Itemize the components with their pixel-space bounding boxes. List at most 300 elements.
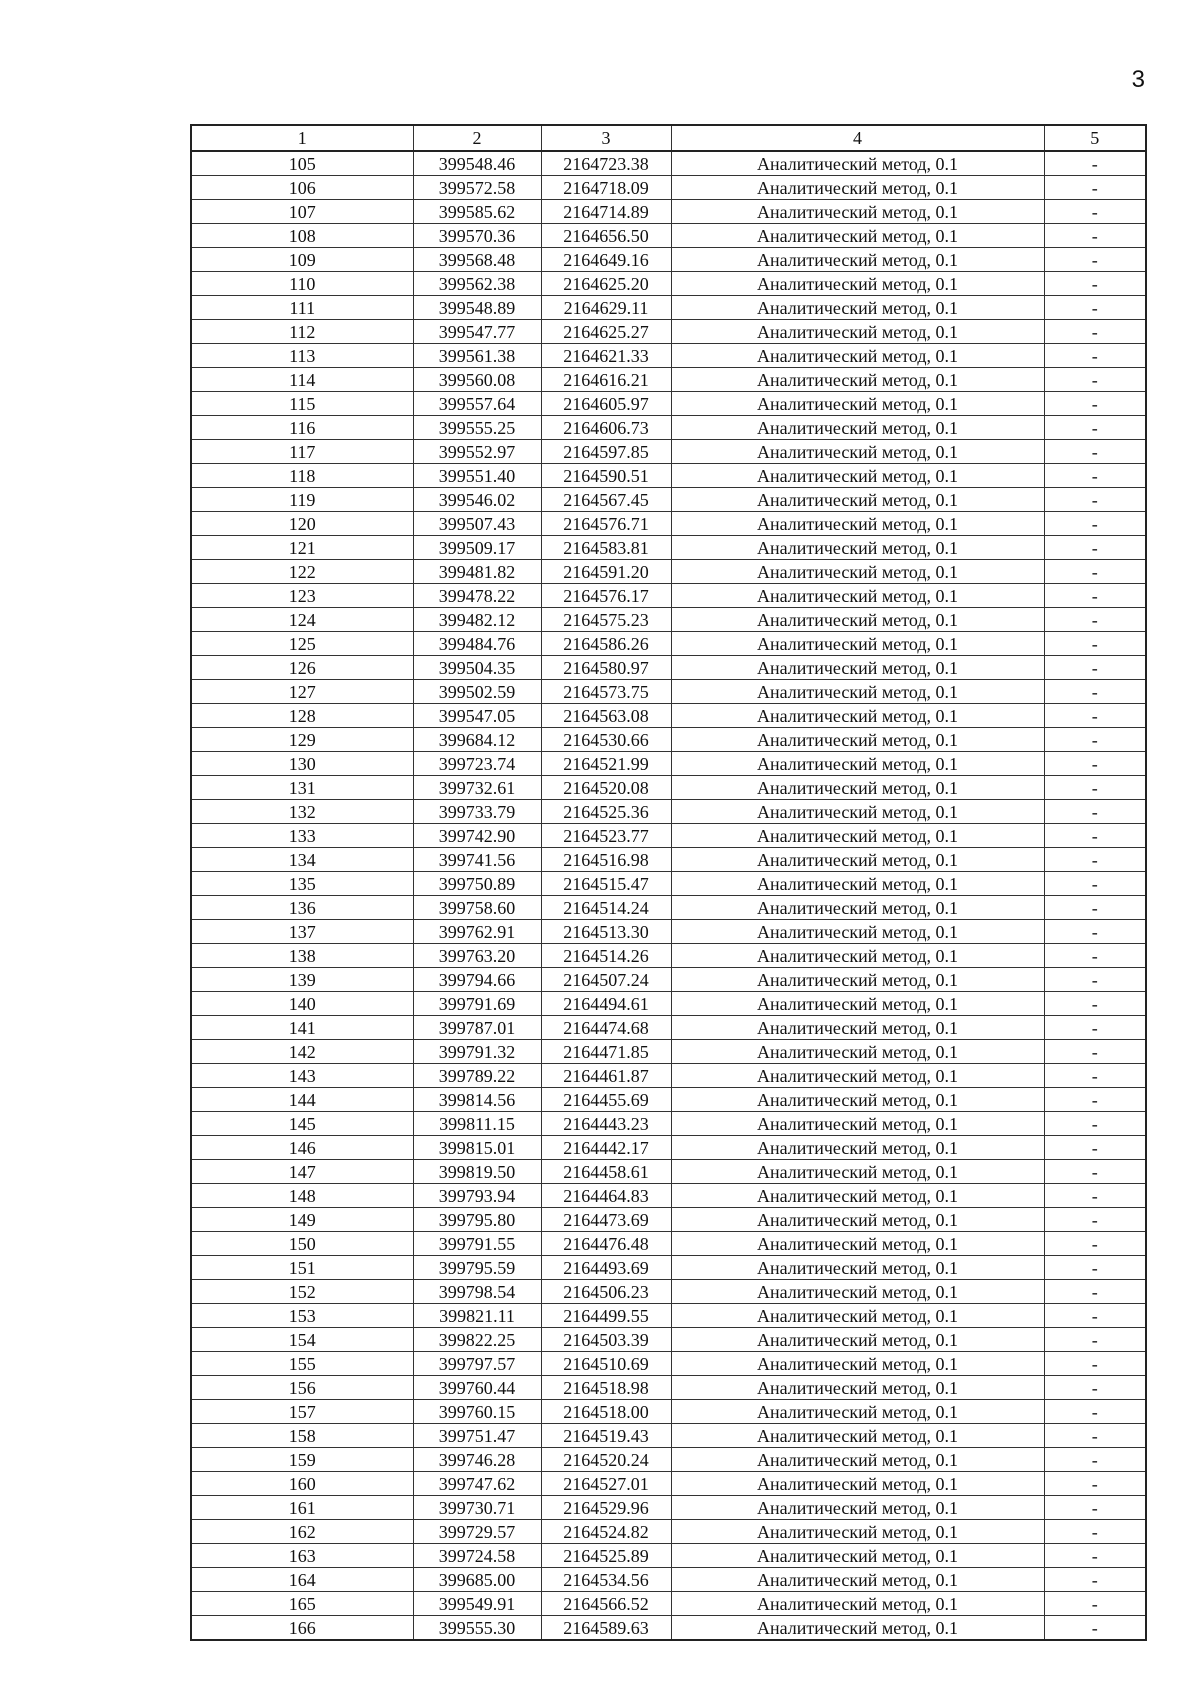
y-coordinate-cell: 2164506.23 <box>541 1280 671 1304</box>
point-number-cell: 161 <box>191 1496 413 1520</box>
table-row <box>191 1616 1146 1641</box>
table-row <box>191 320 1146 344</box>
method-cell: Аналитический метод, 0.1 <box>671 464 1044 488</box>
point-number-cell: 121 <box>191 536 413 560</box>
y-coordinate-cell: 2164507.24 <box>541 968 671 992</box>
table-row <box>191 1592 1146 1616</box>
method-cell: Аналитический метод, 0.1 <box>671 800 1044 824</box>
y-coordinate-cell: 2164605.97 <box>541 392 671 416</box>
x-coordinate-cell: 399570.36 <box>413 224 541 248</box>
point-number-cell: 138 <box>191 944 413 968</box>
x-coordinate-cell: 399733.79 <box>413 800 541 824</box>
x-coordinate-cell: 399758.60 <box>413 896 541 920</box>
y-coordinate-cell: 2164523.77 <box>541 824 671 848</box>
y-coordinate-cell: 2164515.47 <box>541 872 671 896</box>
note-cell: - <box>1044 800 1146 824</box>
x-coordinate-cell: 399509.17 <box>413 536 541 560</box>
method-cell: Аналитический метод, 0.1 <box>671 680 1044 704</box>
point-number-cell: 133 <box>191 824 413 848</box>
table-row <box>191 824 1146 848</box>
y-coordinate-cell: 2164597.85 <box>541 440 671 464</box>
method-cell: Аналитический метод, 0.1 <box>671 1520 1044 1544</box>
note-cell: - <box>1044 608 1146 632</box>
x-coordinate-cell: 399729.57 <box>413 1520 541 1544</box>
x-coordinate-cell: 399811.15 <box>413 1112 541 1136</box>
point-number-cell: 165 <box>191 1592 413 1616</box>
coordinates-table <box>190 124 1147 1641</box>
point-number-cell: 156 <box>191 1376 413 1400</box>
y-coordinate-cell: 2164576.17 <box>541 584 671 608</box>
y-coordinate-cell: 2164471.85 <box>541 1040 671 1064</box>
x-coordinate-cell: 399561.38 <box>413 344 541 368</box>
note-cell: - <box>1044 488 1146 512</box>
y-coordinate-cell: 2164616.21 <box>541 368 671 392</box>
table-row <box>191 1184 1146 1208</box>
method-cell: Аналитический метод, 0.1 <box>671 1472 1044 1496</box>
note-cell: - <box>1044 872 1146 896</box>
y-coordinate-cell: 2164519.43 <box>541 1424 671 1448</box>
y-coordinate-cell: 2164534.56 <box>541 1568 671 1592</box>
x-coordinate-cell: 399789.22 <box>413 1064 541 1088</box>
note-cell: - <box>1044 1184 1146 1208</box>
x-coordinate-cell: 399562.38 <box>413 272 541 296</box>
page-number: 3 <box>1131 66 1145 93</box>
y-coordinate-cell: 2164514.26 <box>541 944 671 968</box>
x-coordinate-cell: 399797.57 <box>413 1352 541 1376</box>
y-coordinate-cell: 2164573.75 <box>541 680 671 704</box>
point-number-cell: 140 <box>191 992 413 1016</box>
method-cell: Аналитический метод, 0.1 <box>671 560 1044 584</box>
table-row <box>191 1328 1146 1352</box>
x-coordinate-cell: 399724.58 <box>413 1544 541 1568</box>
note-cell: - <box>1044 176 1146 200</box>
note-cell: - <box>1044 1592 1146 1616</box>
y-coordinate-cell: 2164589.63 <box>541 1616 671 1641</box>
y-coordinate-cell: 2164493.69 <box>541 1256 671 1280</box>
table-header <box>191 125 1146 151</box>
note-cell: - <box>1044 1064 1146 1088</box>
x-coordinate-cell: 399760.44 <box>413 1376 541 1400</box>
note-cell: - <box>1044 1016 1146 1040</box>
method-cell: Аналитический метод, 0.1 <box>671 344 1044 368</box>
table-row <box>191 680 1146 704</box>
point-number-cell: 132 <box>191 800 413 824</box>
x-coordinate-cell: 399507.43 <box>413 512 541 536</box>
point-number-cell: 144 <box>191 1088 413 1112</box>
x-coordinate-cell: 399762.91 <box>413 920 541 944</box>
point-number-cell: 128 <box>191 704 413 728</box>
point-number-cell: 162 <box>191 1520 413 1544</box>
note-cell: - <box>1044 1496 1146 1520</box>
y-coordinate-cell: 2164576.71 <box>541 512 671 536</box>
method-cell: Аналитический метод, 0.1 <box>671 440 1044 464</box>
note-cell: - <box>1044 296 1146 320</box>
method-cell: Аналитический метод, 0.1 <box>671 848 1044 872</box>
note-cell: - <box>1044 776 1146 800</box>
x-coordinate-cell: 399478.22 <box>413 584 541 608</box>
point-number-cell: 119 <box>191 488 413 512</box>
y-coordinate-cell: 2164529.96 <box>541 1496 671 1520</box>
note-cell: - <box>1044 1448 1146 1472</box>
note-cell: - <box>1044 1112 1146 1136</box>
x-coordinate-cell: 399791.55 <box>413 1232 541 1256</box>
point-number-cell: 127 <box>191 680 413 704</box>
point-number-cell: 115 <box>191 392 413 416</box>
y-coordinate-cell: 2164518.98 <box>541 1376 671 1400</box>
note-cell: - <box>1044 968 1146 992</box>
point-number-cell: 139 <box>191 968 413 992</box>
y-coordinate-cell: 2164625.20 <box>541 272 671 296</box>
x-coordinate-cell: 399751.47 <box>413 1424 541 1448</box>
method-cell: Аналитический метод, 0.1 <box>671 1016 1044 1040</box>
y-coordinate-cell: 2164520.08 <box>541 776 671 800</box>
x-coordinate-cell: 399787.01 <box>413 1016 541 1040</box>
method-cell: Аналитический метод, 0.1 <box>671 151 1044 176</box>
table-row <box>191 944 1146 968</box>
method-cell: Аналитический метод, 0.1 <box>671 320 1044 344</box>
method-cell: Аналитический метод, 0.1 <box>671 1064 1044 1088</box>
table-row <box>191 992 1146 1016</box>
point-number-cell: 113 <box>191 344 413 368</box>
x-coordinate-cell: 399746.28 <box>413 1448 541 1472</box>
point-number-cell: 134 <box>191 848 413 872</box>
y-coordinate-cell: 2164525.36 <box>541 800 671 824</box>
point-number-cell: 116 <box>191 416 413 440</box>
y-coordinate-cell: 2164563.08 <box>541 704 671 728</box>
point-number-cell: 117 <box>191 440 413 464</box>
point-number-cell: 159 <box>191 1448 413 1472</box>
table-row <box>191 1280 1146 1304</box>
x-coordinate-cell: 399791.69 <box>413 992 541 1016</box>
point-number-cell: 110 <box>191 272 413 296</box>
x-coordinate-cell: 399502.59 <box>413 680 541 704</box>
table-row <box>191 560 1146 584</box>
point-number-cell: 107 <box>191 200 413 224</box>
y-coordinate-cell: 2164499.55 <box>541 1304 671 1328</box>
method-cell: Аналитический метод, 0.1 <box>671 824 1044 848</box>
header-cell-3: 3 <box>541 125 671 151</box>
point-number-cell: 153 <box>191 1304 413 1328</box>
note-cell: - <box>1044 896 1146 920</box>
y-coordinate-cell: 2164455.69 <box>541 1088 671 1112</box>
method-cell: Аналитический метод, 0.1 <box>671 1376 1044 1400</box>
point-number-cell: 105 <box>191 151 413 176</box>
y-coordinate-cell: 2164503.39 <box>541 1328 671 1352</box>
method-cell: Аналитический метод, 0.1 <box>671 1496 1044 1520</box>
note-cell: - <box>1044 704 1146 728</box>
x-coordinate-cell: 399547.77 <box>413 320 541 344</box>
table-row <box>191 1424 1146 1448</box>
method-cell: Аналитический метод, 0.1 <box>671 1112 1044 1136</box>
note-cell: - <box>1044 656 1146 680</box>
method-cell: Аналитический метод, 0.1 <box>671 968 1044 992</box>
method-cell: Аналитический метод, 0.1 <box>671 704 1044 728</box>
y-coordinate-cell: 2164530.66 <box>541 728 671 752</box>
method-cell: Аналитический метод, 0.1 <box>671 896 1044 920</box>
x-coordinate-cell: 399482.12 <box>413 608 541 632</box>
note-cell: - <box>1044 151 1146 176</box>
point-number-cell: 124 <box>191 608 413 632</box>
header-row <box>191 125 1146 151</box>
method-cell: Аналитический метод, 0.1 <box>671 944 1044 968</box>
method-cell: Аналитический метод, 0.1 <box>671 1568 1044 1592</box>
point-number-cell: 131 <box>191 776 413 800</box>
method-cell: Аналитический метод, 0.1 <box>671 368 1044 392</box>
table-row <box>191 1544 1146 1568</box>
note-cell: - <box>1044 1376 1146 1400</box>
x-coordinate-cell: 399568.48 <box>413 248 541 272</box>
note-cell: - <box>1044 1568 1146 1592</box>
table-row <box>191 872 1146 896</box>
x-coordinate-cell: 399822.25 <box>413 1328 541 1352</box>
table-row <box>191 1136 1146 1160</box>
x-coordinate-cell: 399546.02 <box>413 488 541 512</box>
table-row <box>191 440 1146 464</box>
note-cell: - <box>1044 1256 1146 1280</box>
note-cell: - <box>1044 1520 1146 1544</box>
x-coordinate-cell: 399555.30 <box>413 1616 541 1641</box>
table-row <box>191 1472 1146 1496</box>
x-coordinate-cell: 399795.59 <box>413 1256 541 1280</box>
note-cell: - <box>1044 344 1146 368</box>
y-coordinate-cell: 2164524.82 <box>541 1520 671 1544</box>
x-coordinate-cell: 399814.56 <box>413 1088 541 1112</box>
point-number-cell: 157 <box>191 1400 413 1424</box>
point-number-cell: 123 <box>191 584 413 608</box>
header-cell-1: 1 <box>191 125 413 151</box>
y-coordinate-cell: 2164513.30 <box>541 920 671 944</box>
note-cell: - <box>1044 440 1146 464</box>
point-number-cell: 120 <box>191 512 413 536</box>
note-cell: - <box>1044 1304 1146 1328</box>
x-coordinate-cell: 399815.01 <box>413 1136 541 1160</box>
note-cell: - <box>1044 560 1146 584</box>
point-number-cell: 129 <box>191 728 413 752</box>
x-coordinate-cell: 399819.50 <box>413 1160 541 1184</box>
x-coordinate-cell: 399552.97 <box>413 440 541 464</box>
point-number-cell: 122 <box>191 560 413 584</box>
point-number-cell: 106 <box>191 176 413 200</box>
x-coordinate-cell: 399481.82 <box>413 560 541 584</box>
table-row <box>191 272 1146 296</box>
method-cell: Аналитический метод, 0.1 <box>671 1088 1044 1112</box>
method-cell: Аналитический метод, 0.1 <box>671 1040 1044 1064</box>
y-coordinate-cell: 2164527.01 <box>541 1472 671 1496</box>
table-row <box>191 1496 1146 1520</box>
table-row <box>191 200 1146 224</box>
method-cell: Аналитический метод, 0.1 <box>671 1400 1044 1424</box>
y-coordinate-cell: 2164473.69 <box>541 1208 671 1232</box>
y-coordinate-cell: 2164606.73 <box>541 416 671 440</box>
note-cell: - <box>1044 1208 1146 1232</box>
note-cell: - <box>1044 512 1146 536</box>
table-row <box>191 800 1146 824</box>
x-coordinate-cell: 399723.74 <box>413 752 541 776</box>
method-cell: Аналитический метод, 0.1 <box>671 488 1044 512</box>
y-coordinate-cell: 2164575.23 <box>541 608 671 632</box>
note-cell: - <box>1044 536 1146 560</box>
y-coordinate-cell: 2164443.23 <box>541 1112 671 1136</box>
table-row <box>191 1448 1146 1472</box>
point-number-cell: 118 <box>191 464 413 488</box>
y-coordinate-cell: 2164518.00 <box>541 1400 671 1424</box>
note-cell: - <box>1044 1424 1146 1448</box>
table-row <box>191 896 1146 920</box>
y-coordinate-cell: 2164520.24 <box>541 1448 671 1472</box>
y-coordinate-cell: 2164591.20 <box>541 560 671 584</box>
table-row <box>191 1088 1146 1112</box>
table-row <box>191 368 1146 392</box>
table-row <box>191 296 1146 320</box>
table-row <box>191 1208 1146 1232</box>
point-number-cell: 148 <box>191 1184 413 1208</box>
y-coordinate-cell: 2164590.51 <box>541 464 671 488</box>
table-row <box>191 344 1146 368</box>
point-number-cell: 135 <box>191 872 413 896</box>
point-number-cell: 108 <box>191 224 413 248</box>
y-coordinate-cell: 2164525.89 <box>541 1544 671 1568</box>
method-cell: Аналитический метод, 0.1 <box>671 728 1044 752</box>
table-body <box>191 151 1146 1640</box>
note-cell: - <box>1044 416 1146 440</box>
x-coordinate-cell: 399557.64 <box>413 392 541 416</box>
method-cell: Аналитический метод, 0.1 <box>671 1280 1044 1304</box>
x-coordinate-cell: 399747.62 <box>413 1472 541 1496</box>
method-cell: Аналитический метод, 0.1 <box>671 1328 1044 1352</box>
y-coordinate-cell: 2164474.68 <box>541 1016 671 1040</box>
y-coordinate-cell: 2164476.48 <box>541 1232 671 1256</box>
note-cell: - <box>1044 1472 1146 1496</box>
note-cell: - <box>1044 1040 1146 1064</box>
point-number-cell: 152 <box>191 1280 413 1304</box>
method-cell: Аналитический метод, 0.1 <box>671 1424 1044 1448</box>
x-coordinate-cell: 399821.11 <box>413 1304 541 1328</box>
note-cell: - <box>1044 1280 1146 1304</box>
point-number-cell: 164 <box>191 1568 413 1592</box>
y-coordinate-cell: 2164461.87 <box>541 1064 671 1088</box>
x-coordinate-cell: 399798.54 <box>413 1280 541 1304</box>
table-row <box>191 584 1146 608</box>
method-cell: Аналитический метод, 0.1 <box>671 1304 1044 1328</box>
x-coordinate-cell: 399684.12 <box>413 728 541 752</box>
method-cell: Аналитический метод, 0.1 <box>671 1616 1044 1641</box>
method-cell: Аналитический метод, 0.1 <box>671 632 1044 656</box>
note-cell: - <box>1044 1160 1146 1184</box>
table-row <box>191 248 1146 272</box>
method-cell: Аналитический метод, 0.1 <box>671 1352 1044 1376</box>
point-number-cell: 155 <box>191 1352 413 1376</box>
table-row <box>191 1232 1146 1256</box>
point-number-cell: 136 <box>191 896 413 920</box>
x-coordinate-cell: 399572.58 <box>413 176 541 200</box>
y-coordinate-cell: 2164718.09 <box>541 176 671 200</box>
x-coordinate-cell: 399794.66 <box>413 968 541 992</box>
note-cell: - <box>1044 944 1146 968</box>
point-number-cell: 151 <box>191 1256 413 1280</box>
table-row <box>191 1352 1146 1376</box>
x-coordinate-cell: 399685.00 <box>413 1568 541 1592</box>
x-coordinate-cell: 399760.15 <box>413 1400 541 1424</box>
x-coordinate-cell: 399551.40 <box>413 464 541 488</box>
method-cell: Аналитический метод, 0.1 <box>671 776 1044 800</box>
point-number-cell: 137 <box>191 920 413 944</box>
note-cell: - <box>1044 728 1146 752</box>
point-number-cell: 111 <box>191 296 413 320</box>
method-cell: Аналитический метод, 0.1 <box>671 1184 1044 1208</box>
method-cell: Аналитический метод, 0.1 <box>671 272 1044 296</box>
y-coordinate-cell: 2164521.99 <box>541 752 671 776</box>
y-coordinate-cell: 2164723.38 <box>541 151 671 176</box>
table-row <box>191 968 1146 992</box>
table-row <box>191 656 1146 680</box>
y-coordinate-cell: 2164580.97 <box>541 656 671 680</box>
x-coordinate-cell: 399742.90 <box>413 824 541 848</box>
x-coordinate-cell: 399549.91 <box>413 1592 541 1616</box>
note-cell: - <box>1044 632 1146 656</box>
note-cell: - <box>1044 464 1146 488</box>
method-cell: Аналитический метод, 0.1 <box>671 1448 1044 1472</box>
note-cell: - <box>1044 1088 1146 1112</box>
method-cell: Аналитический метод, 0.1 <box>671 176 1044 200</box>
note-cell: - <box>1044 224 1146 248</box>
table-row <box>191 920 1146 944</box>
point-number-cell: 160 <box>191 1472 413 1496</box>
y-coordinate-cell: 2164516.98 <box>541 848 671 872</box>
x-coordinate-cell: 399585.62 <box>413 200 541 224</box>
point-number-cell: 114 <box>191 368 413 392</box>
x-coordinate-cell: 399795.80 <box>413 1208 541 1232</box>
y-coordinate-cell: 2164714.89 <box>541 200 671 224</box>
point-number-cell: 149 <box>191 1208 413 1232</box>
table-row <box>191 1016 1146 1040</box>
note-cell: - <box>1044 1616 1146 1641</box>
note-cell: - <box>1044 1232 1146 1256</box>
table-row <box>191 392 1146 416</box>
y-coordinate-cell: 2164566.52 <box>541 1592 671 1616</box>
method-cell: Аналитический метод, 0.1 <box>671 1232 1044 1256</box>
point-number-cell: 147 <box>191 1160 413 1184</box>
note-cell: - <box>1044 848 1146 872</box>
note-cell: - <box>1044 368 1146 392</box>
x-coordinate-cell: 399732.61 <box>413 776 541 800</box>
y-coordinate-cell: 2164629.11 <box>541 296 671 320</box>
table-row <box>191 176 1146 200</box>
point-number-cell: 130 <box>191 752 413 776</box>
method-cell: Аналитический метод, 0.1 <box>671 752 1044 776</box>
table-row <box>191 488 1146 512</box>
method-cell: Аналитический метод, 0.1 <box>671 1160 1044 1184</box>
point-number-cell: 143 <box>191 1064 413 1088</box>
header-cell-4: 4 <box>671 125 1044 151</box>
y-coordinate-cell: 2164567.45 <box>541 488 671 512</box>
point-number-cell: 112 <box>191 320 413 344</box>
method-cell: Аналитический метод, 0.1 <box>671 608 1044 632</box>
table-row <box>191 704 1146 728</box>
y-coordinate-cell: 2164649.16 <box>541 248 671 272</box>
x-coordinate-cell: 399791.32 <box>413 1040 541 1064</box>
point-number-cell: 146 <box>191 1136 413 1160</box>
y-coordinate-cell: 2164494.61 <box>541 992 671 1016</box>
y-coordinate-cell: 2164464.83 <box>541 1184 671 1208</box>
table-row <box>191 1520 1146 1544</box>
table-row <box>191 224 1146 248</box>
table-row <box>191 752 1146 776</box>
note-cell: - <box>1044 920 1146 944</box>
table-row <box>191 1376 1146 1400</box>
y-coordinate-cell: 2164583.81 <box>541 536 671 560</box>
note-cell: - <box>1044 680 1146 704</box>
x-coordinate-cell: 399548.46 <box>413 151 541 176</box>
